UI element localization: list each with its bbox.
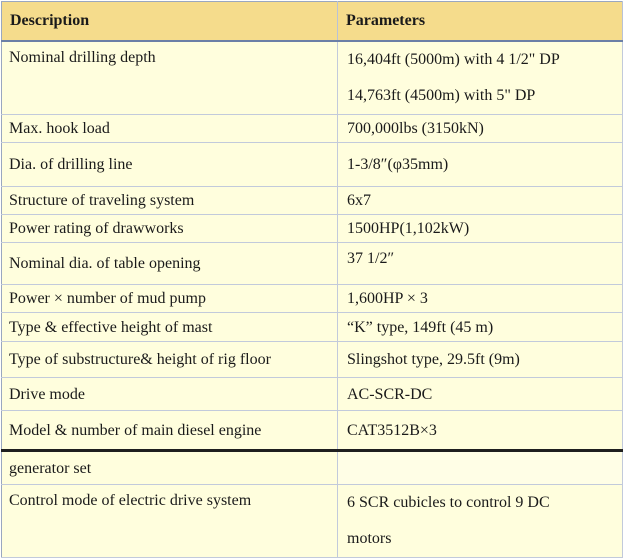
row-label: Nominal dia. of table opening	[2, 243, 338, 285]
row-value	[338, 485, 623, 558]
table-row	[2, 411, 623, 451]
spec-table	[1, 1, 623, 558]
row-value: 1500HP(1,102kW)	[338, 215, 623, 243]
row-label: Power rating of drawworks	[2, 215, 338, 243]
header-row	[2, 2, 623, 42]
row-value: 37 1/2″	[338, 243, 623, 285]
row-label: Dia. of drilling line	[2, 143, 338, 187]
table-row	[2, 342, 623, 378]
table-row	[2, 451, 623, 485]
table-row	[2, 285, 623, 313]
table-row	[2, 143, 623, 187]
row-label: Nominal drilling depth	[2, 41, 338, 115]
row-label: Type & effective height of mast	[2, 313, 338, 342]
row-value	[338, 451, 623, 485]
row-label: Max. hook load	[2, 115, 338, 143]
row-value: AC-SCR-DC	[338, 378, 623, 411]
row-value	[338, 41, 623, 115]
row-value: 700,000lbs (3150kN)	[338, 115, 623, 143]
row-label: Drive mode	[2, 378, 338, 411]
header-parameters: Parameters	[338, 2, 623, 42]
row-value-line: 16,404ft (5000m) with 4 1/2" DP	[347, 51, 560, 68]
table-row	[2, 378, 623, 411]
header-description: Description	[2, 2, 338, 42]
row-value: “K” type, 149ft (45 m)	[338, 313, 623, 342]
row-label: Structure of traveling system	[2, 187, 338, 215]
table-row	[2, 313, 623, 342]
row-label: Type of substructure& height of rig floor	[2, 342, 338, 378]
row-label: Control mode of electric drive system	[2, 485, 338, 558]
row-value: 1,600HP × 3	[338, 285, 623, 313]
table-row	[2, 243, 623, 285]
table-row	[2, 41, 623, 115]
table-row	[2, 115, 623, 143]
row-value-line: 14,763ft (4500m) with 5" DP	[347, 87, 536, 104]
table-row	[2, 187, 623, 215]
row-value-line: motors	[347, 530, 392, 547]
row-value: 1-3/8″(φ35mm)	[338, 143, 623, 187]
row-value-line: 6 SCR cubicles to control 9 DC	[347, 494, 550, 511]
table-row	[2, 215, 623, 243]
row-value: Slingshot type, 29.5ft (9m)	[338, 342, 623, 378]
row-label: Model & number of main diesel engine	[2, 411, 338, 451]
row-value: CAT3512B×3	[338, 411, 623, 451]
table-row	[2, 485, 623, 558]
row-value: 6x7	[338, 187, 623, 215]
row-label: Power × number of mud pump	[2, 285, 338, 313]
row-label: generator set	[2, 451, 338, 485]
